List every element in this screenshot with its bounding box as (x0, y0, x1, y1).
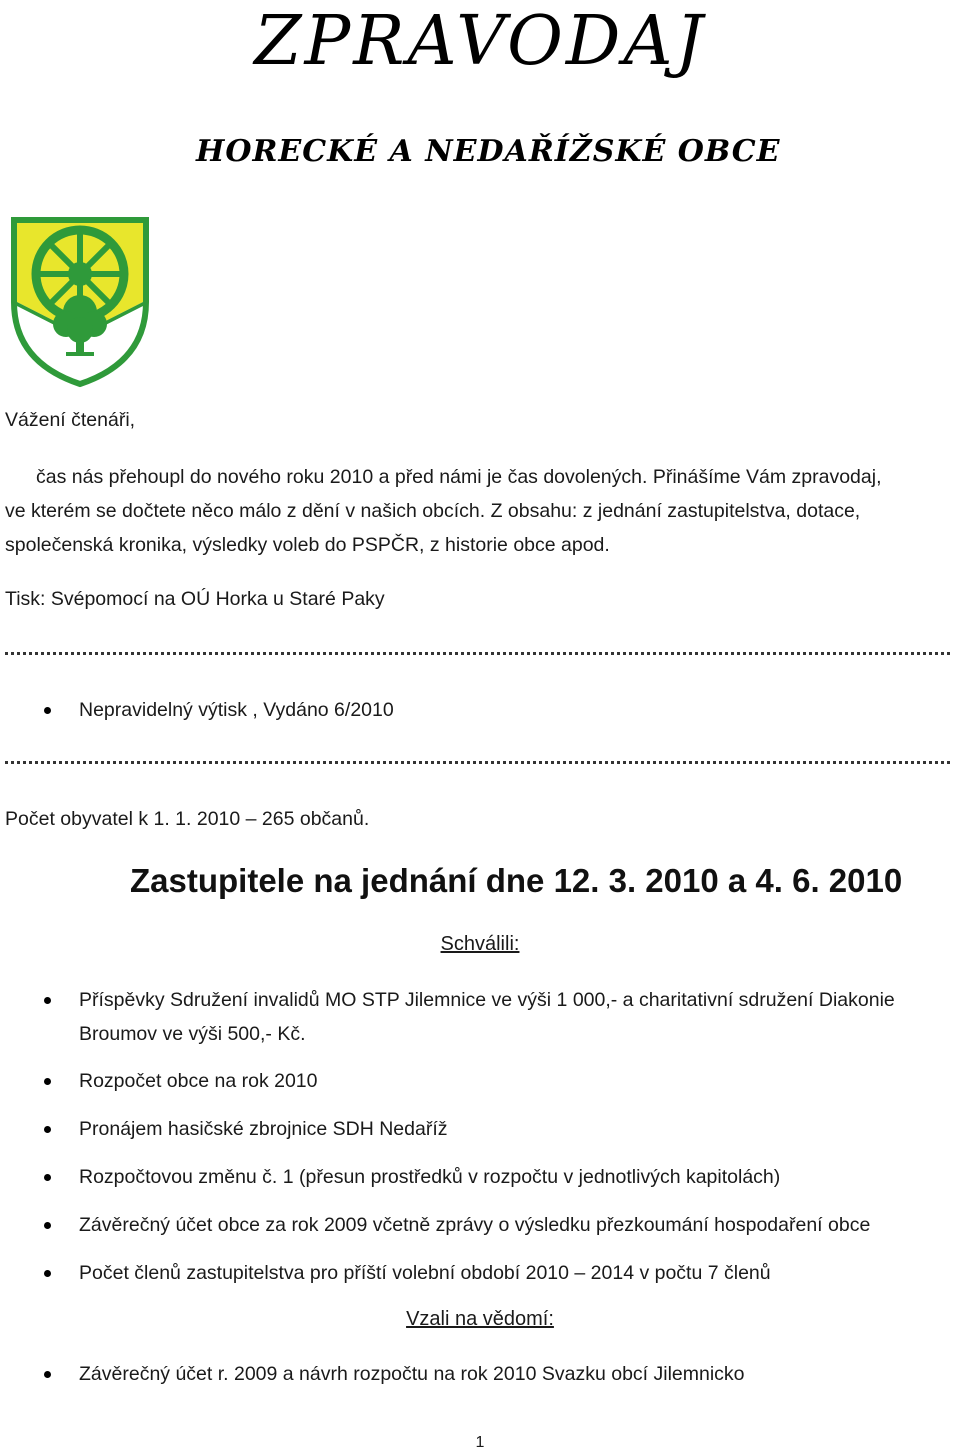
list-item-text: Pronájem hasičské zbrojnice SDH Nedaříž (79, 1118, 448, 1140)
print-info: Tisk: Svépomocí na OÚ Horka u Staré Paky (5, 588, 385, 610)
dotted-separator (5, 761, 950, 764)
dotted-separator (5, 652, 950, 655)
newsletter-subtitle: HORECKÉ A NEDAŘÍŽSKÉ OBCE (196, 134, 781, 169)
issue-label: Nepravidelný výtisk , Vydáno 6/2010 (79, 699, 394, 721)
page-number: 1 (475, 1434, 485, 1451)
bullet-icon (44, 1270, 51, 1277)
meeting-heading: Zastupitele na jednání dne 12. 3. 2010 a 4. 6. 2010 (130, 862, 903, 899)
list-item-text: Závěrečný účet obce za rok 2009 včetně zprávy o výsledku přezkoumání hospodaření obce (79, 1214, 871, 1236)
bullet-icon (44, 1222, 51, 1229)
list-item-text: Rozpočtovou změnu č. 1 (přesun prostředků v rozpočtu v jednotlivých kapitolách) (79, 1166, 781, 1188)
noted-heading (0, 1304, 960, 1334)
list-item (44, 983, 944, 1053)
list-item-text: Rozpočet obce na rok 2010 (79, 1070, 318, 1092)
intro-line-1: čas nás přehoupl do nového roku 2010 a před námi je čas dovolených. Přinášíme Vám zpravodaj, (36, 466, 882, 488)
noted-label: Vzali na vědomí: (406, 1308, 554, 1330)
bullet-icon (44, 1174, 51, 1181)
bullet-icon (44, 1126, 51, 1133)
approved-heading (0, 929, 960, 959)
bullet-icon (44, 707, 51, 714)
salutation: Vážení čtenáři, (5, 409, 136, 431)
list-item-text: Příspěvky Sdružení invalidů MO STP Jilemnice ve výši 1 000,- a charitativní sdružení Diakonie Broumov ve výši 500,- Kč. (79, 989, 895, 1045)
bullet-icon (44, 1078, 51, 1085)
bullet-icon (44, 997, 51, 1004)
bullet-icon (44, 1371, 51, 1378)
list-item-text: Počet členů zastupitelstva pro příští volební období 2010 – 2014 v počtu 7 členů (79, 1262, 771, 1284)
list-item-text: Závěrečný účet r. 2009 a návrh rozpočtu na rok 2010 Svazku obcí Jilemnicko (79, 1363, 745, 1385)
approved-label: Schválili: (440, 933, 520, 955)
newsletter-title: ZPRAVODAJ (254, 2, 706, 81)
intro-line-2: ve kterém se dočtete něco málo z dění v našich obcích. Z obsahu: z jednání zastupitelstva, dotace, (5, 500, 861, 522)
coat-of-arms-icon (4, 202, 156, 388)
intro-line-3: společenská kronika, výsledky voleb do PSPČR, z historie obce apod. (5, 534, 610, 556)
population: Počet obyvatel k 1. 1. 2010 – 265 občanů. (5, 808, 370, 830)
